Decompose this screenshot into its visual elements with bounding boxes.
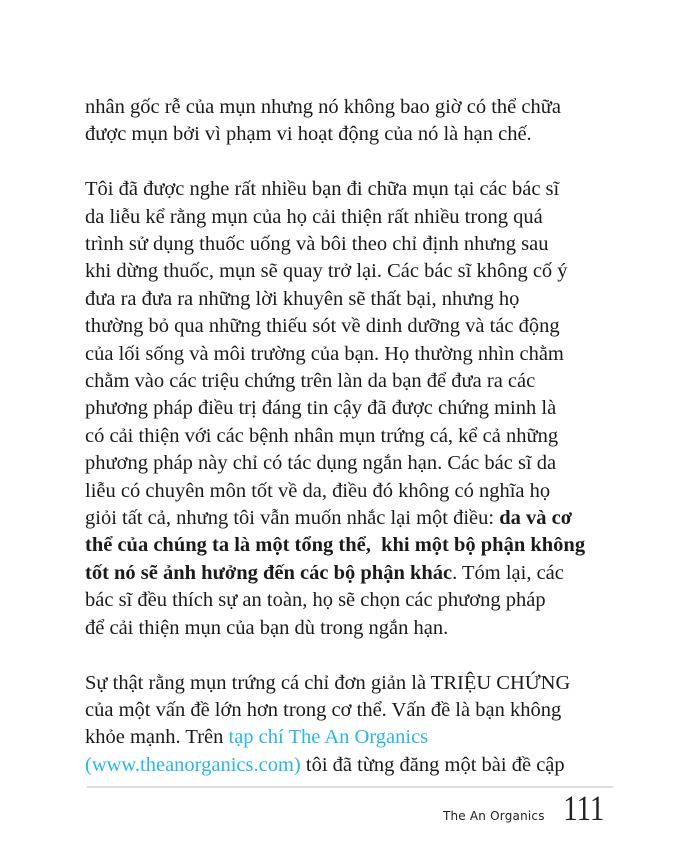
- text-line: [85, 670, 625, 697]
- text-line: [85, 450, 625, 477]
- text-line: [85, 587, 625, 614]
- bold-text: tốt nó sẽ ảnh hưởng đến các bộ phận khác: [85, 561, 453, 584]
- text-segment: Tôi đã được nghe rất nhiều bạn đi chữa mụn tại các bác sĩ: [85, 178, 560, 201]
- text-segment: của một vấn đề lớn hơn trong cơ thể. Vấn đề là bạn không: [85, 698, 562, 721]
- text-segment: thường bỏ qua những thiếu sót về dinh dưỡng và tác động: [85, 315, 560, 338]
- text-segment: để cải thiện mụn của bạn dù trong ngắn hạn.: [85, 616, 449, 639]
- text-segment: phương pháp điều trị đáng tin cậy đã được chứng minh là: [85, 397, 557, 420]
- text-segment: của lối sống và môi trường của bạn. Họ thường nhìn chằm: [85, 342, 564, 365]
- text-line: [85, 204, 625, 231]
- text-segment: liễu có chuyên môn tốt về da, điều đó không có nghĩa họ: [85, 479, 551, 502]
- footer-brand: The An Organics: [442, 809, 545, 823]
- paragraph: [85, 94, 625, 149]
- text-segment: có cải thiện với các bệnh nhân mụn trứng cá, kể cả những: [85, 424, 559, 447]
- text-line: [85, 94, 625, 121]
- page-number: 111: [562, 788, 604, 828]
- text-segment: giỏi tất cả, nhưng tôi vẫn muốn nhắc lại một điều:: [85, 507, 500, 530]
- text-line: [85, 286, 625, 313]
- text-segment: chằm vào các triệu chứng trên làn da bạn để đưa ra các: [85, 370, 536, 393]
- text-line: [85, 368, 625, 395]
- paragraph: [85, 176, 625, 642]
- page-footer: [443, 790, 604, 826]
- text-segment: được mụn bởi vì phạm vi hoạt động của nó là hạn chế.: [85, 123, 532, 146]
- page-body: [85, 94, 625, 807]
- text-line: [85, 313, 625, 340]
- paragraph: [85, 670, 625, 780]
- footer-divider: [87, 786, 613, 788]
- text-segment: tôi đã từng đăng một bài đề cập: [300, 753, 565, 776]
- text-line: [85, 505, 625, 532]
- link-text[interactable]: tạp chí The An Organics: [228, 726, 429, 749]
- text-segment: phương pháp này chỉ có tác dụng ngắn hạn. Các bác sĩ da: [85, 452, 557, 475]
- text-segment: trình sử dụng thuốc uống và bôi theo chỉ định nhưng sau: [85, 233, 549, 256]
- text-line: [85, 423, 625, 450]
- text-line: [85, 560, 625, 587]
- text-line: [85, 258, 625, 285]
- text-line: [85, 752, 625, 779]
- text-line: [85, 341, 625, 368]
- text-line: [85, 478, 625, 505]
- text-line: [85, 697, 625, 724]
- text-segment: . Tóm lại, các: [452, 561, 564, 584]
- text-segment: nhân gốc rễ của mụn nhưng nó không bao giờ có thể chữa: [85, 96, 561, 118]
- bold-text: thể của chúng ta là một tổng thể, khi một bộ phận không: [85, 534, 586, 557]
- text-segment: da liễu kể rằng mụn của họ cải thiện rất nhiều trong quá: [85, 205, 543, 228]
- text-segment: bác sĩ đều thích sự an toàn, họ sẽ chọn các phương pháp: [85, 589, 546, 612]
- text-segment: đưa ra đưa ra những lời khuyên sẽ thất bại, nhưng họ: [85, 287, 520, 310]
- bold-text: da và cơ: [499, 507, 573, 530]
- link-text[interactable]: (www.theanorganics.com): [85, 753, 301, 776]
- text-line: [85, 395, 625, 422]
- text-line: [85, 176, 625, 203]
- text-line: [85, 724, 625, 751]
- text-line: [85, 532, 625, 559]
- text-segment: khỏe mạnh. Trên: [85, 726, 229, 749]
- text-line: [85, 615, 625, 642]
- text-line: [85, 231, 625, 258]
- text-line: [85, 121, 625, 148]
- text-segment: Sự thật rằng mụn trứng cá chỉ đơn giản là TRIỆU CHỨNG: [85, 671, 571, 694]
- text-segment: khi dừng thuốc, mụn sẽ quay trở lại. Các bác sĩ không cố ý: [85, 260, 568, 283]
